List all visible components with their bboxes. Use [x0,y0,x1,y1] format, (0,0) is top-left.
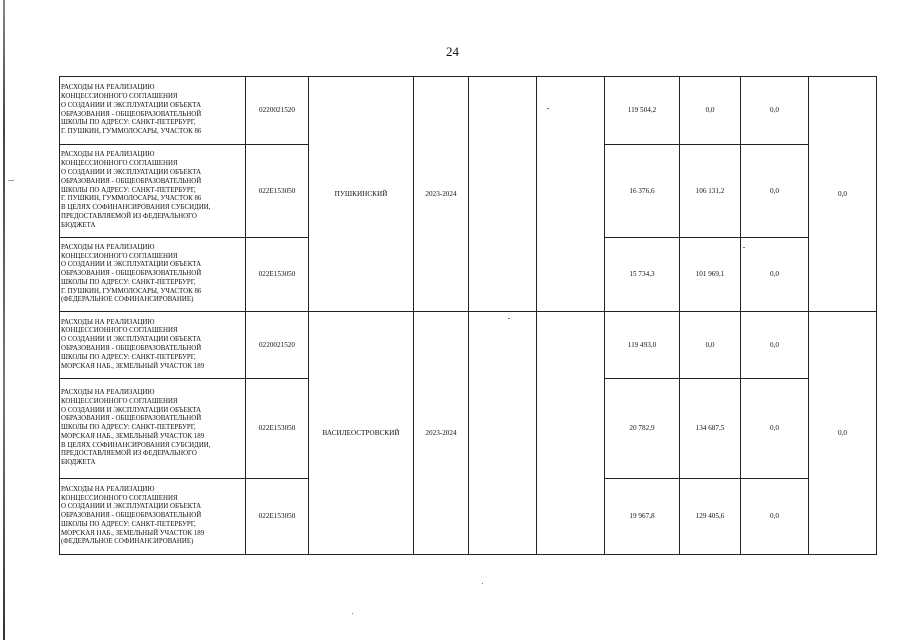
empty-cell [469,77,537,312]
amount-cell: 16 376,6 [605,145,680,238]
amount-cell: 101 969,1 [680,238,741,312]
scan-speck [547,108,549,109]
amount-cell: 0,0 [741,312,809,379]
empty-cell [537,77,605,312]
expense-description: РАСХОДЫ НА РЕАЛИЗАЦИЮ КОНЦЕССИОННОГО СОГЛАШЕНИЯ О СОЗДАНИИ И ЭКСПЛУАТАЦИИ ОБЪЕКТА ОБРАЗОВАНИЯ - ОБЩЕОБРАЗОВАТЕЛЬНОЙ ШКОЛЫ ПО АДРЕСУ: САНКТ-ПЕТЕРБУРГ, МОРСКАЯ НАБ., ЗЕМЕЛЬНЫЙ УЧАСТОК 189 [60,312,246,379]
amount-cell: 15 734,3 [605,238,680,312]
amount-cell: 129 405,6 [680,479,741,555]
amount-cell: 0,0 [741,379,809,479]
period-cell: 2023-2024 [414,312,469,555]
scan-speck [508,318,510,319]
table-row [60,312,877,379]
district-cell: ВАСИЛЕОСТРОВСКИЙ [309,312,414,555]
expense-description: РАСХОДЫ НА РЕАЛИЗАЦИЮ КОНЦЕССИОННОГО СОГЛАШЕНИЯ О СОЗДАНИИ И ЭКСПЛУАТАЦИИ ОБЪЕКТА ОБРАЗОВАНИЯ - ОБЩЕОБРАЗОВАТЕЛЬНОЙ ШКОЛЫ ПО АДРЕСУ: САНКТ-ПЕТЕРБУРГ, Г. ПУШКИН, ГУММОЛОСАРЫ, УЧАСТОК 86 (ФЕДЕРАЛЬНОЕ СОФИНАНСИРОВАНИЕ) [60,238,246,312]
budget-code: 022E153050 [246,479,309,555]
empty-cell [469,312,537,555]
budget-code: 022E153050 [246,238,309,312]
period-cell: 2023-2024 [414,77,469,312]
budget-code: 0220021520 [246,77,309,145]
empty-cell [537,312,605,555]
table-row [60,77,877,145]
budget-table [59,76,877,555]
scan-edge [3,0,5,640]
budget-code: 0220021520 [246,312,309,379]
amount-cell: 119 504,2 [605,77,680,145]
budget-code: 022E153050 [246,145,309,238]
expense-description: РАСХОДЫ НА РЕАЛИЗАЦИЮ КОНЦЕССИОННОГО СОГЛАШЕНИЯ О СОЗДАНИИ И ЭКСПЛУАТАЦИИ ОБЪЕКТА ОБРАЗОВАНИЯ - ОБЩЕОБРАЗОВАТЕЛЬНОЙ ШКОЛЫ ПО АДРЕСУ: САНКТ-ПЕТЕРБУРГ, МОРСКАЯ НАБ., ЗЕМЕЛЬНЫЙ УЧАСТОК 189 В ЦЕЛЯХ СОФИНАНСИРОВАНИЯ СУБСИДИИ, ПРЕДОСТАВЛЯЕМОЙ ИЗ ФЕДЕРАЛЬНОГО БЮДЖЕТА [60,379,246,479]
amount-cell: 19 967,8 [605,479,680,555]
scan-speck [482,583,483,584]
scan-mark [8,180,14,181]
expense-description: РАСХОДЫ НА РЕАЛИЗАЦИЮ КОНЦЕССИОННОГО СОГЛАШЕНИЯ О СОЗДАНИИ И ЭКСПЛУАТАЦИИ ОБЪЕКТА ОБРАЗОВАНИЯ - ОБЩЕОБРАЗОВАТЕЛЬНОЙ ШКОЛЫ ПО АДРЕСУ: САНКТ-ПЕТЕРБУРГ, МОРСКАЯ НАБ., ЗЕМЕЛЬНЫЙ УЧАСТОК 189 (ФЕДЕРАЛЬНОЕ СОФИНАНСИРОВАНИЕ) [60,479,246,555]
expense-description: РАСХОДЫ НА РЕАЛИЗАЦИЮ КОНЦЕССИОННОГО СОГЛАШЕНИЯ О СОЗДАНИИ И ЭКСПЛУАТАЦИИ ОБЪЕКТА ОБРАЗОВАНИЯ - ОБЩЕОБРАЗОВАТЕЛЬНОЙ ШКОЛЫ ПО АДРЕСУ: САНКТ-ПЕТЕРБУРГ, Г. ПУШКИН, ГУММОЛОСАРЫ, УЧАСТОК 86 В ЦЕЛЯХ СОФИНАНСИРОВАНИЯ СУБСИДИИ, ПРЕДОСТАВЛЯЕМОЙ ИЗ ФЕДЕРАЛЬНОГО БЮДЖЕТА [60,145,246,238]
page-number: 24 [446,44,459,59]
amount-cell: 106 131,2 [680,145,741,238]
amount-cell: 0,0 [741,238,809,312]
group-total-cell: 0,0 [809,312,877,555]
group-total-cell: 0,0 [809,77,877,312]
amount-cell: 20 782,9 [605,379,680,479]
amount-cell: 0,0 [741,77,809,145]
amount-cell: 0,0 [741,145,809,238]
amount-cell: 134 687,5 [680,379,741,479]
amount-cell: 0,0 [680,77,741,145]
budget-code: 022E153050 [246,379,309,479]
scan-speck [743,247,745,248]
amount-cell: 0,0 [741,479,809,555]
district-cell: ПУШКИНСКИЙ [309,77,414,312]
expense-description: РАСХОДЫ НА РЕАЛИЗАЦИЮ КОНЦЕССИОННОГО СОГЛАШЕНИЯ О СОЗДАНИИ И ЭКСПЛУАТАЦИИ ОБЪЕКТА ОБРАЗОВАНИЯ - ОБЩЕОБРАЗОВАТЕЛЬНОЙ ШКОЛЫ ПО АДРЕСУ: САНКТ-ПЕТЕРБУРГ, Г. ПУШКИН, ГУММОЛОСАРЫ, УЧАСТОК 86 [60,77,246,145]
amount-cell: 0,0 [680,312,741,379]
scan-speck [352,613,353,614]
amount-cell: 119 493,0 [605,312,680,379]
